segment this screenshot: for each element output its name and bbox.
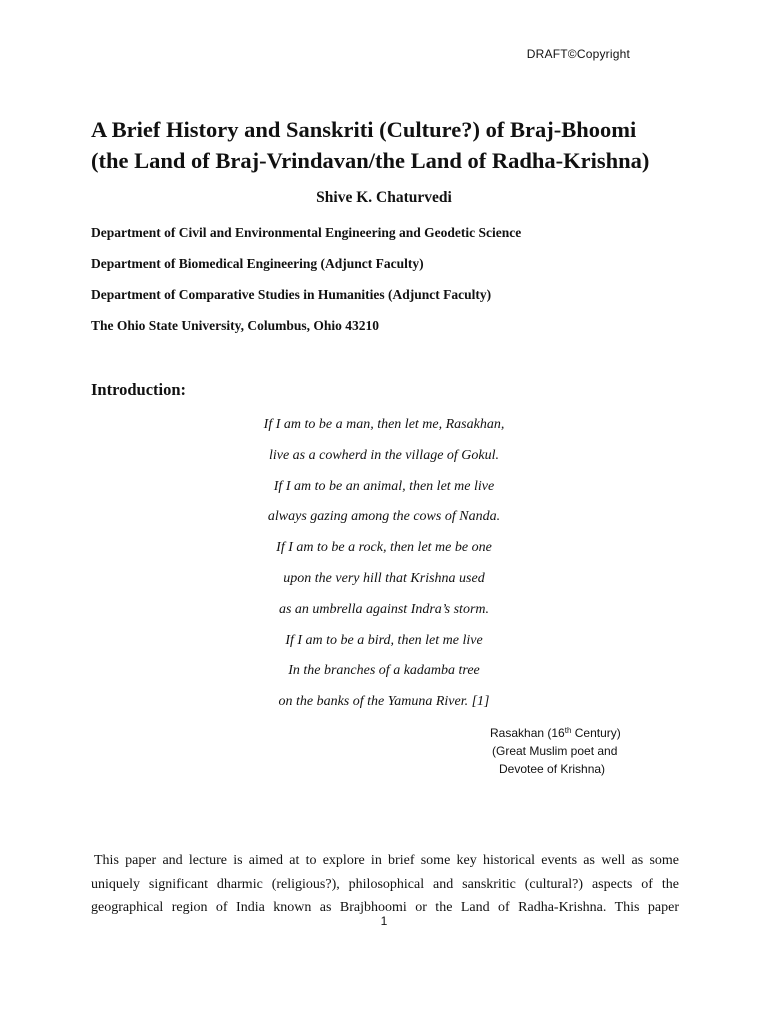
affiliations — [91, 225, 711, 349]
paragraph-line: This paper and lecture is aimed at to explore in brief some key historical events as well as some — [94, 853, 679, 868]
attribution-name-line — [490, 724, 690, 742]
poem-line: If I am to be a rock, then let me be one — [276, 540, 492, 556]
author-name: Shive K. Chaturvedi — [316, 189, 452, 206]
attribution-name-suffix: Century) — [571, 726, 621, 740]
poem-line: as an umbrella against Indra’s storm. — [278, 601, 490, 617]
poem-attribution — [490, 724, 690, 778]
introduction-paragraph — [91, 849, 679, 920]
attribution-description-line: (Great Muslim poet and — [492, 744, 618, 758]
poem-line: live as a cowherd in the village of Gokul. — [268, 447, 500, 463]
poem-line: In the branches of a kadamba tree — [288, 663, 480, 679]
affiliation-biomedical-engineering: Department of Biomedical Engineering (Adjunct Faculty) — [91, 256, 424, 271]
poem-block — [0, 416, 768, 724]
paragraph-line: uniquely significant dharmic (religious?), philosophical and sanskritic (cultural?) aspects of the — [91, 876, 679, 892]
poem-line: If I am to be a man, then let me, Rasakhan, — [263, 417, 505, 432]
poem-line: If I am to be a bird, then let me live — [285, 632, 483, 648]
poem-line: always gazing among the cows of Nanda. — [267, 509, 501, 525]
attribution-description-line: Devotee of Krishna) — [499, 762, 606, 776]
affiliation-university-address: The Ohio State University, Columbus, Ohio 43210 — [91, 318, 380, 333]
title-line-2: (the Land of Braj-Vrindavan/the Land of Radha-Krishna) — [91, 148, 650, 173]
draft-copyright-note: DRAFT©Copyright — [526, 47, 630, 61]
paper-title — [91, 114, 711, 176]
introduction-heading: Introduction: — [91, 380, 187, 399]
attribution-superscript: th — [564, 726, 572, 735]
attribution-name-prefix: Rasakhan (16 — [490, 726, 565, 740]
affiliation-comparative-studies: Department of Comparative Studies in Humanities (Adjunct Faculty) — [91, 287, 492, 302]
page-number: 1 — [380, 914, 388, 928]
poem-line: upon the very hill that Krishna used — [283, 570, 485, 586]
affiliation-civil-engineering: Department of Civil and Environmental Engineering and Geodetic Science — [91, 225, 522, 240]
paragraph-line: geographical region of India known as Brajbhoomi or the Land of Radha-Krishna. This paper — [91, 900, 679, 915]
poem-line: If I am to be an animal, then let me live — [273, 478, 495, 494]
title-line-1: A Brief History and Sanskriti (Culture?) of Braj-Bhoomi — [91, 117, 637, 142]
poem-line: on the banks of the Yamuna River. [1] — [278, 694, 490, 710]
